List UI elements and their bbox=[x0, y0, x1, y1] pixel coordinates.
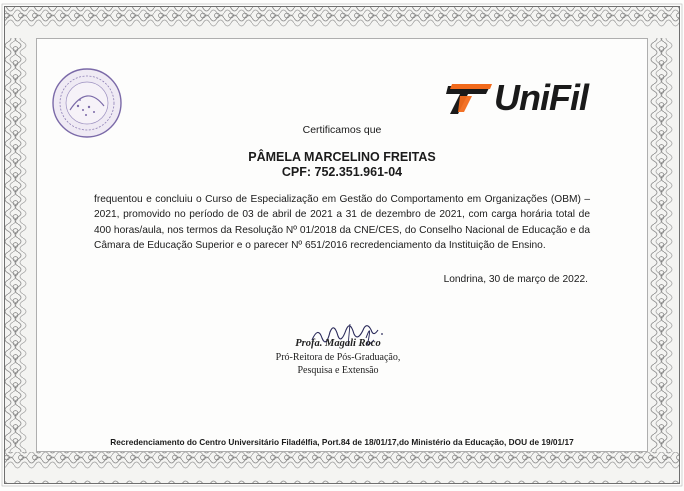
place-date: Londrina, 30 de março de 2022. bbox=[443, 274, 588, 285]
certificate-body: frequentou e concluiu o Curso de Especialização em Gestão do Comportamento em Organizações (OBM) – 2021, promovido no período de 03 de abril de 2021 a 31 de dezembro de 2021, com carga horária total de 400 horas/aula, nos termos da Resolução Nº 01/2018 da CNE/CES, do Conselho Nacional de Educação e da Câmara de Educação Superior e o parecer Nº 651/2016 recredenciamento da Instituição de Ensino. bbox=[94, 194, 590, 251]
unifil-logo bbox=[446, 78, 636, 118]
recipient-cpf: CPF: 752.351.961-04 bbox=[281, 165, 403, 179]
signatory-role-line2: Pesquisa e Extensão bbox=[297, 365, 379, 376]
signatory-name: Profa. Magali Roco bbox=[295, 338, 381, 349]
certify-line: Certificamos que bbox=[302, 124, 382, 136]
signature-block bbox=[268, 318, 418, 380]
unifil-logo-mark-icon bbox=[446, 80, 492, 116]
accreditation-footer: Recredenciamento do Centro Universitário Filadélfia, Port.84 de 18/01/17,do Ministério da Educação, DOU de 19/01/17 bbox=[110, 437, 574, 447]
brand-name: UniFil bbox=[494, 77, 588, 118]
recipient-name: PÂMELA MARCELINO FREITAS bbox=[248, 150, 436, 164]
signatory-role-line1: Pró-Reitora de Pós-Graduação, bbox=[275, 352, 401, 363]
